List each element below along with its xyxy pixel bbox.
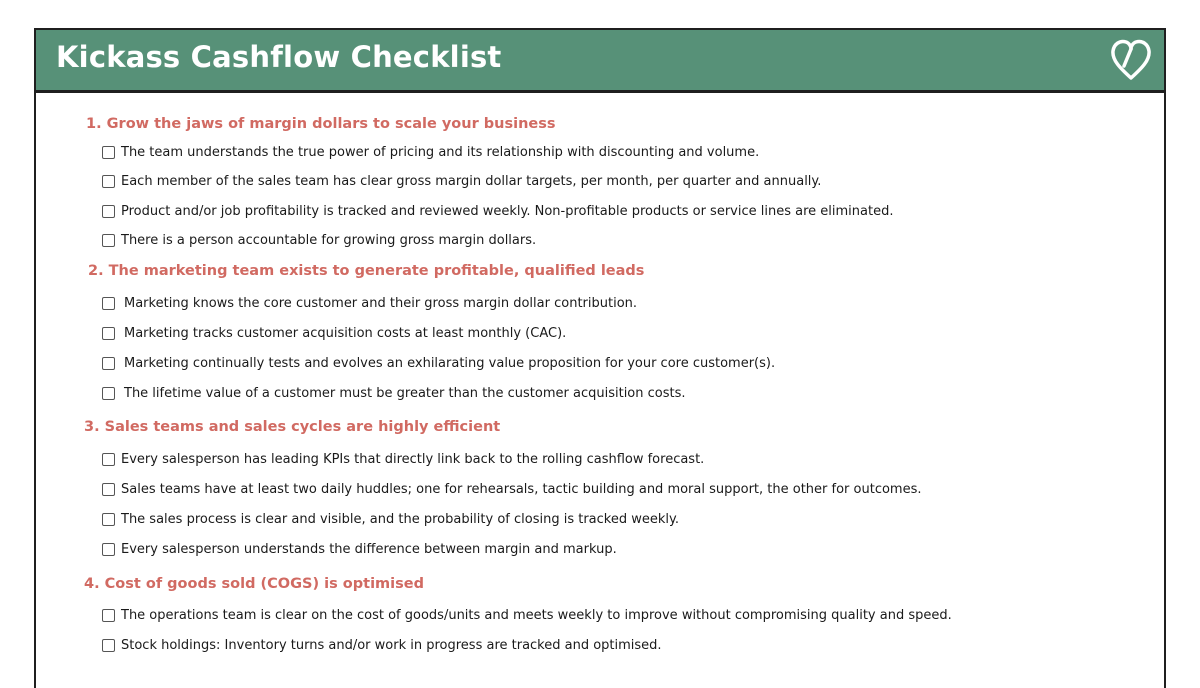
section-title: 2. The marketing team exists to generate profitable, qualified leads [88, 263, 645, 279]
checklist-document [34, 28, 1166, 688]
checkbox[interactable] [102, 297, 115, 310]
header-bar [36, 30, 1164, 93]
section-title: 4. Cost of goods sold (COGS) is optimised [84, 576, 424, 592]
item-text: Product and/or job profitability is tracked and reviewed weekly. Non-profitable products or service lines are eliminated. [121, 204, 894, 219]
list-item[interactable] [102, 326, 566, 341]
checkbox[interactable] [102, 234, 115, 247]
list-item[interactable] [102, 452, 704, 467]
checkbox[interactable] [102, 387, 115, 400]
list-item[interactable] [102, 542, 617, 557]
checkbox[interactable] [102, 175, 115, 188]
list-item[interactable] [102, 296, 637, 311]
item-text: Each member of the sales team has clear gross margin dollar targets, per month, per quarter and annually. [121, 174, 822, 189]
list-item[interactable] [102, 204, 893, 219]
list-item[interactable] [102, 233, 536, 248]
item-text: There is a person accountable for growing gross margin dollars. [121, 233, 537, 248]
item-text: The lifetime value of a customer must be greater than the customer acquisition costs. [124, 386, 686, 401]
checkbox[interactable] [102, 609, 115, 622]
list-item[interactable] [102, 145, 759, 160]
item-text: The sales process is clear and visible, and the probability of closing is tracked weekly. [121, 512, 679, 527]
section-title: 3. Sales teams and sales cycles are highly efficient [84, 419, 501, 435]
checkbox[interactable] [102, 513, 115, 526]
item-text: The team understands the true power of pricing and its relationship with discounting and volume. [121, 145, 760, 160]
list-item[interactable] [102, 174, 821, 189]
item-text: The operations team is clear on the cost of goods/units and meets weekly to improve without compromising quality and speed. [121, 608, 952, 623]
section-title: 1. Grow the jaws of margin dollars to scale your business [86, 116, 556, 132]
list-item[interactable] [102, 638, 662, 653]
heart-outline-icon [1108, 36, 1154, 84]
list-item[interactable] [102, 386, 686, 401]
list-item[interactable] [102, 356, 775, 371]
checkbox[interactable] [102, 205, 115, 218]
checkbox[interactable] [102, 146, 115, 159]
checkbox[interactable] [102, 543, 115, 556]
item-text: Every salesperson has leading KPIs that directly link back to the rolling cashflow forecast. [121, 452, 705, 467]
item-text: Sales teams have at least two daily huddles; one for rehearsals, tactic building and moral support, the other for outcomes. [121, 482, 922, 497]
checkbox[interactable] [102, 327, 115, 340]
checkbox[interactable] [102, 483, 115, 496]
item-text: Every salesperson understands the difference between margin and markup. [121, 542, 617, 557]
list-item[interactable] [102, 512, 679, 527]
item-text: Stock holdings: Inventory turns and/or work in progress are tracked and optimised. [121, 638, 662, 653]
list-item[interactable] [102, 482, 922, 497]
checkbox[interactable] [102, 453, 115, 466]
list-item[interactable] [102, 608, 952, 623]
checkbox[interactable] [102, 357, 115, 370]
page-title: Kickass Cashflow Checklist [56, 40, 502, 74]
item-text: Marketing continually tests and evolves an exhilarating value proposition for your core customer(s). [124, 356, 776, 371]
item-text: Marketing tracks customer acquisition costs at least monthly (CAC). [124, 326, 567, 341]
checkbox[interactable] [102, 639, 115, 652]
item-text: Marketing knows the core customer and their gross margin dollar contribution. [124, 296, 638, 311]
